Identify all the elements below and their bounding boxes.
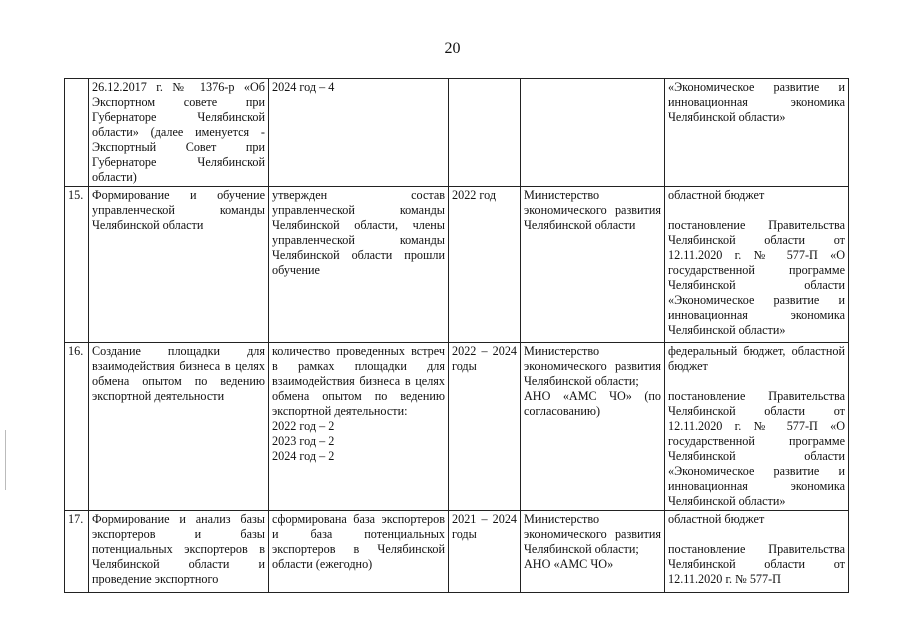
row-number (65, 79, 89, 187)
table-row (65, 343, 849, 511)
source-cell (665, 187, 849, 343)
year-text: 2021 – 2024 годы (452, 512, 517, 541)
executor-cell (521, 343, 665, 511)
regulation-text: постановление Правительства Челябинской области от 12.11.2020 г. № 577-П «О государственной программе Челябинской области «Экономическое развитие и инновационная экономика Челябинской области» (668, 218, 845, 337)
executor-text: Министерство экономического развития Челябинской области; (524, 344, 661, 388)
source-cell (665, 511, 849, 593)
executor-cell (521, 79, 665, 187)
source-cell (665, 79, 849, 187)
result-year-line: 2022 год – 2 (272, 419, 335, 433)
executor-text: АНО «АМС ЧО» (524, 557, 614, 571)
measure-cell: Формирование и обучение управленческой команды Челябинской области (89, 187, 269, 343)
spacer (668, 203, 845, 218)
executor-cell: Министерство экономического развития Челябинской области (521, 187, 665, 343)
executor-text: Министерство экономического развития Челябинской области; (524, 512, 661, 556)
table-row (65, 511, 849, 593)
spacer (668, 374, 845, 389)
measure-cell (89, 511, 269, 593)
table-row (65, 79, 849, 187)
result-year-line: 2024 год – 2 (272, 449, 335, 463)
clip (668, 512, 845, 588)
result-year-line: 2023 год – 2 (272, 434, 335, 448)
result-text: сформирована база экспортеров и база потенциальных экспортеров в Челябинской области (ежегодно) (272, 512, 445, 571)
funding-text: областной бюджет (668, 512, 765, 526)
result-cell (269, 343, 449, 511)
result-cell (269, 511, 449, 593)
clip: 17. (68, 512, 84, 526)
source-text: «Экономическое развитие и инновационная экономика Челябинской области» (668, 80, 845, 124)
table-row (65, 187, 849, 343)
row-number: 16. (65, 343, 89, 511)
funding-text: областной бюджет (668, 188, 765, 202)
row-number (65, 511, 89, 593)
measure-text: Формирование и анализ базы экспортеров и базы потенциальных экспортеров в Челябинской области и проведение экспортного (92, 512, 265, 586)
year-cell (449, 511, 521, 593)
row-number: 15. (65, 187, 89, 343)
year-cell: 2022 год (449, 187, 521, 343)
regulation-text: постановление Правительства Челябинской области от 12.11.2020 г. № 577-П «О государственной программе Челябинской области «Экономическое развитие и инновационная экономика Челябинской области» (668, 389, 845, 508)
scan-margin-mark (5, 430, 6, 490)
source-cell (665, 343, 849, 511)
page-number: 20 (444, 40, 461, 57)
result-text: количество проведенных встреч в рамках площадки для взаимодействия бизнеса в целях обмена опытом по ведению экспортной деятельности: (272, 344, 445, 418)
executor-text: АНО «АМС ЧО» (по согласованию) (524, 389, 661, 418)
measure-cell: Создание площадки для взаимодействия бизнеса в целях обмена опытом по ведению экспортной деятельности (89, 343, 269, 511)
result-cell: утвержден состав управленческой команды Челябинской области, члены управленческой команды Челябинской области прошли обучение (269, 187, 449, 343)
regulation-text: постановление Правительства Челябинской области от 12.11.2020 г. № 577-П (668, 542, 845, 586)
measure-cell: 26.12.2017 г. № 1376-р «Об Экспортном совете при Губернаторе Челябинской области» (далее именуется - Экспортный Совет при Губернаторе Челябинской области) (89, 79, 269, 187)
year-cell (449, 79, 521, 187)
executor-cell (521, 511, 665, 593)
spacer (668, 527, 845, 542)
activities-table (64, 78, 849, 593)
clip (524, 512, 661, 588)
year-cell: 2022 – 2024 годы (449, 343, 521, 511)
funding-text: федеральный бюджет, областной бюджет (668, 344, 845, 373)
result-cell: 2024 год – 4 (269, 79, 449, 187)
